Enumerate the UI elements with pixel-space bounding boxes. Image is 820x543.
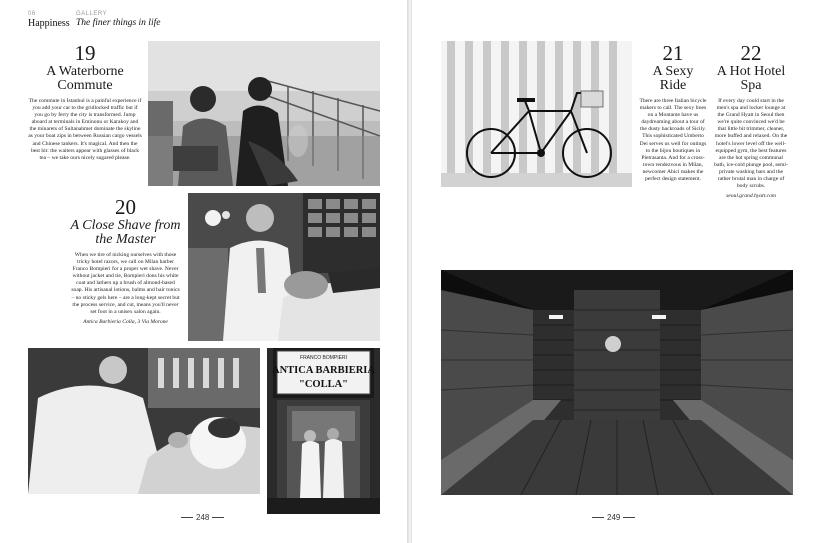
story-number: 22 bbox=[740, 41, 762, 65]
story-22 bbox=[714, 41, 788, 200]
page-number-right bbox=[592, 513, 635, 522]
story-19 bbox=[28, 41, 142, 162]
ferry-commute-photo bbox=[148, 41, 380, 186]
category-label: GALLERY bbox=[76, 11, 108, 17]
page-left bbox=[0, 0, 408, 543]
story-21 bbox=[639, 41, 707, 183]
page-right bbox=[412, 0, 820, 543]
shop-sign-owner: FRANCO BOMPIERI bbox=[300, 355, 347, 361]
issue-page-number: 06 bbox=[28, 11, 36, 17]
barber-shave-photo bbox=[188, 193, 380, 341]
page-number-left bbox=[181, 513, 224, 522]
folio-right: 249 bbox=[607, 513, 621, 522]
story-20 bbox=[70, 195, 181, 325]
story-credit: Antica Barbieria Colla, 3 Via Morone bbox=[83, 318, 168, 325]
story-title: A Waterborne Commute bbox=[46, 64, 124, 93]
section-subtitle: The finer things in life bbox=[76, 18, 161, 28]
story-body: There are three Italian bicycle makers to call. The sexy lines on a Montante have us daydreaming about a tour of the dusty backroads of Sicily. This sophisticated Umberto Dei serves us well for outings to the bijou boutiques in Pietrasanta. And for a cross-town rendezvous in Milan, newcomer Abici makes the perfect design statement. bbox=[639, 98, 707, 183]
folio-left: 248 bbox=[196, 513, 210, 522]
bicycle-photo bbox=[441, 41, 632, 187]
story-title: A Hot Hotel Spa bbox=[716, 64, 786, 93]
story-body: If every day could start in the men's spa and locker lounge at the Grand Hyatt in Seoul then we're quite convinced we'd be that little bit trimmer, cleaner, more buffed and relaxed. On the hotel's lower level off the well-equipped gym, the best features are the hot spring communal bath, ice-cold plunge pool, semi-private washing bars and the rather brutal man in charge of body scrubs. bbox=[714, 98, 788, 190]
story-title: A Close Shave from the Master bbox=[70, 218, 181, 247]
story-number: 20 bbox=[115, 195, 136, 219]
story-body: The commute in Istanbul is a painful experience if you add your car to the gridlocked traffic but if you go by ferry the city is transformed. Jump aboard at terminals in Eminonu or Karakoy and the minarets of Sultanahmet dominate the skyline as your boat zips in between Russian cargo vessels and Chinese tankers. It's magical. And then the best bit: the waiters appear with glasses of black tea – we take ours nicely sugared please. bbox=[28, 98, 142, 161]
hotel-spa-photo bbox=[441, 270, 793, 495]
story-body: When we tire of nicking ourselves with those tricky hotel razors, we call on Milan barber Franco Bompieri for a proper wet shave. Never without jacket and tie, Bompieri dons his white coat and lathers up a brush of almond-based soap. His artisanal lotions, balms and hair tonics – no sticky gels here – are a long-kept secret but the process service, and cut, means you'll never set foot in a unisex salon again. bbox=[71, 252, 180, 315]
story-credit: seoul.grand.hyatt.com bbox=[726, 193, 776, 200]
section-title: Happiness bbox=[28, 18, 70, 29]
story-number: 21 bbox=[662, 41, 684, 65]
barber-lather-photo bbox=[28, 348, 260, 494]
shop-sign-name-2: "COLLA" bbox=[299, 379, 348, 390]
shop-sign-name: ANTICA BARBIERIA bbox=[272, 365, 375, 376]
shopfront-photo bbox=[267, 348, 380, 514]
story-title: A Sexy Ride bbox=[652, 64, 694, 93]
story-number: 19 bbox=[74, 41, 96, 65]
